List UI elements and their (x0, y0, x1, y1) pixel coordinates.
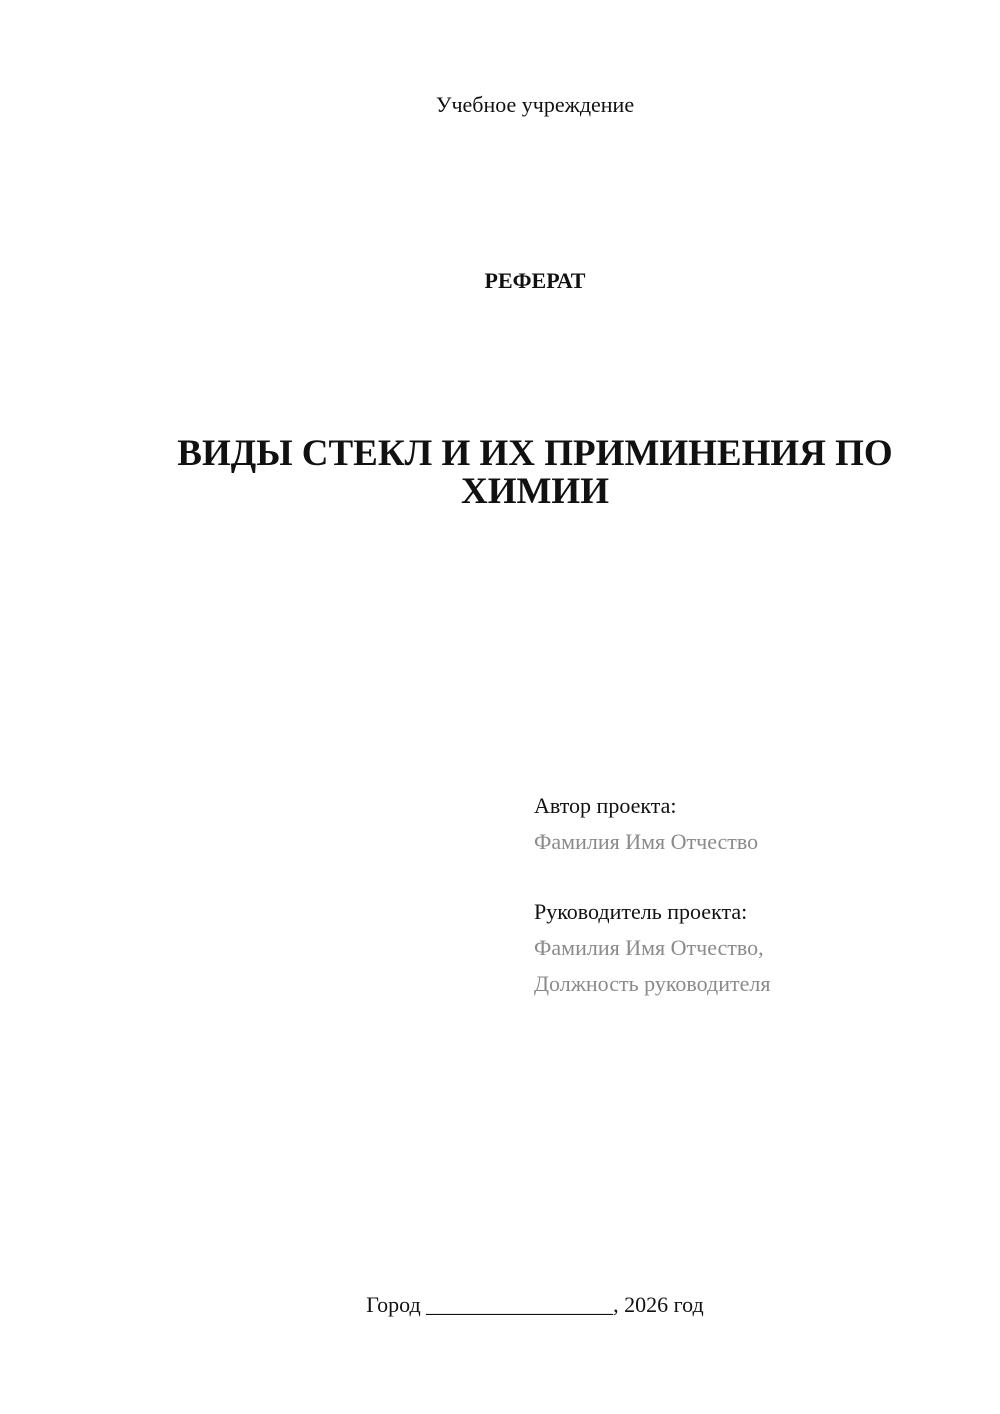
title-line-1: ВИДЫ СТЕКЛ И ИХ ПРИМИНЕНИЯ ПО (177, 433, 893, 474)
supervisor-position: Должность руководителя (534, 971, 771, 996)
author-name: Фамилия Имя Отчество (534, 829, 759, 854)
author-label: Автор проекта: (534, 793, 677, 818)
institution-name: Учебное учреждение (435, 92, 635, 117)
spacer (534, 860, 974, 894)
document-title (110, 435, 960, 511)
project-info (534, 788, 974, 1002)
supervisor-name: Фамилия Имя Отчество, (534, 935, 764, 960)
city-year-footer: Город _________________, 2026 год (366, 1292, 704, 1317)
title-line-2: ХИМИИ (461, 471, 609, 512)
document-type: РЕФЕРАТ (484, 268, 586, 293)
supervisor-label: Руководитель проекта: (534, 899, 748, 924)
